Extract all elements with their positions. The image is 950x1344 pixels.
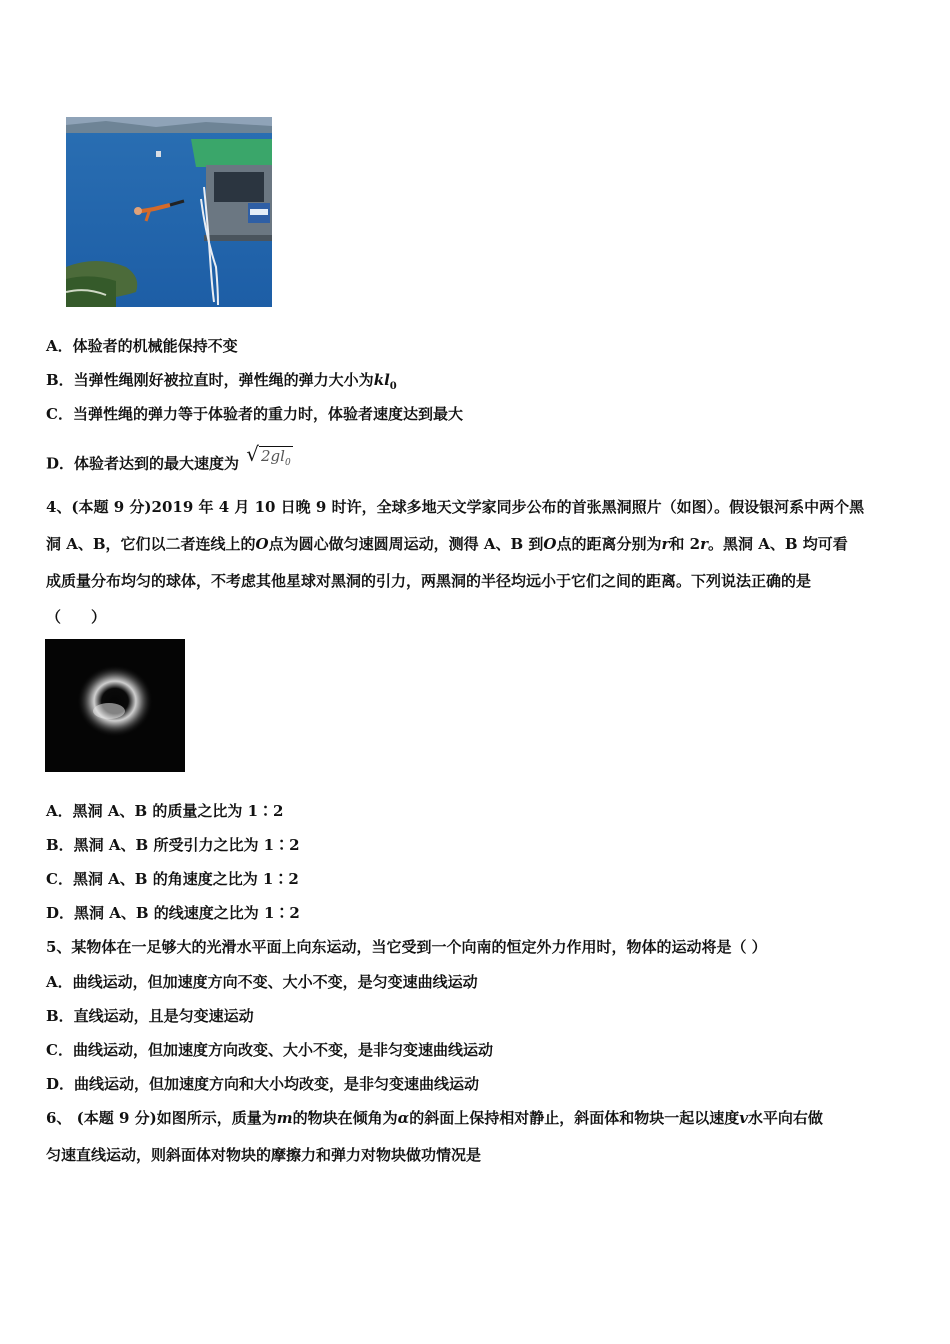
q3-option-d — [46, 442, 293, 479]
bungee-jump-photo — [66, 117, 272, 307]
q3-option-b-var: kl — [373, 371, 390, 389]
q6-l1d: 水平向右做 — [747, 1109, 823, 1127]
q3-option-d-text: D．体验者达到的最大速度为 — [46, 454, 240, 473]
q3-option-b-sub: 0 — [389, 381, 397, 392]
q4-var-o: O — [255, 535, 269, 553]
q6-l1c: 的斜面上保持相对静止，斜面体和物块一起以速度 — [409, 1109, 740, 1127]
q5-option-a: A．曲线运动，但加速度方向不变、大小不变，是匀变速曲线运动 — [46, 973, 478, 991]
q4-l2a: 洞 A、B，它们以二者连线上的 — [46, 535, 256, 553]
q6-stem-line1 — [46, 1108, 823, 1128]
q6-var-v: v — [739, 1109, 748, 1127]
sqrt-radicand: 2gl — [261, 447, 285, 465]
q4-answer-blank: （ ） — [46, 608, 107, 626]
q6-l1b: 的物块在倾角为 — [292, 1109, 398, 1127]
q4-var-o2: O — [543, 535, 557, 553]
q6-stem-line2: 匀速直线运动，则斜面体对物块的摩擦力和弹力对物块做功情况是 — [46, 1146, 482, 1164]
q4-var-r: r — [661, 535, 670, 553]
bungee-jump-illustration — [66, 117, 272, 307]
q4-l2b: 点为圆心做匀速圆周运动，测得 A、B 到 — [268, 535, 544, 553]
q3-option-b — [46, 370, 397, 397]
q4-option-a: A．黑洞 A、B 的质量之比为 1∶2 — [46, 802, 284, 820]
sqrt-sign-icon: √ — [246, 442, 259, 466]
q5-stem: 5、某物体在一足够大的光滑水平面上向东运动，当它受到一个向南的恒定外力作用时，物体的运动将是（ ） — [46, 938, 767, 956]
q4-stem-line1: 4、(本题 9 分)2019 年 4 月 10 日晚 9 时许，全球多地天文学家同步公布的首张黑洞照片（如图）。假设银河系中两个黑 — [46, 498, 865, 516]
q5-option-b: B．直线运动，且是匀变速运动 — [46, 1007, 254, 1025]
q4-stem-line3: 成质量分布均匀的球体，不考虑其他星球对黑洞的引力，两黑洞的半径均远小于它们之间的距离。下列说法正确的是 — [46, 572, 812, 590]
q5-option-d: D．曲线运动，但加速度方向和大小均改变，是非匀变速曲线运动 — [46, 1075, 480, 1093]
sqrt-formula — [246, 444, 292, 473]
q6-l1a: 6、 (本题 9 分)如图所示，质量为 — [46, 1109, 277, 1127]
q4-l2d: 和 2 — [669, 535, 701, 553]
q3-option-b-text: B．当弹性绳刚好被拉直时，弹性绳的弹力大小为 — [46, 371, 374, 389]
black-hole-illustration — [45, 639, 185, 772]
q4-l2e: 。黑洞 A、B 均可看 — [707, 535, 848, 553]
q4-l2c: 点的距离分别为 — [556, 535, 662, 553]
q6-var-m: m — [276, 1109, 293, 1127]
q4-option-d: D．黑洞 A、B 的线速度之比为 1∶2 — [46, 904, 300, 922]
sqrt-radicand-sub: 0 — [284, 458, 291, 468]
q4-option-b: B．黑洞 A、B 所受引力之比为 1∶2 — [46, 836, 300, 854]
black-hole-photo — [45, 639, 185, 772]
q4-var-r2: r — [700, 535, 708, 553]
q6-var-alpha: α — [397, 1109, 410, 1127]
q4-stem-line2 — [46, 534, 848, 554]
q4-option-c: C．黑洞 A、B 的角速度之比为 1∶2 — [46, 870, 299, 888]
q3-option-c: C．当弹性绳的弹力等于体验者的重力时，体验者速度达到最大 — [46, 405, 463, 423]
q3-option-a: A．体验者的机械能保持不变 — [46, 337, 238, 355]
q5-option-c: C．曲线运动，但加速度方向改变、大小不变，是非匀变速曲线运动 — [46, 1041, 493, 1059]
